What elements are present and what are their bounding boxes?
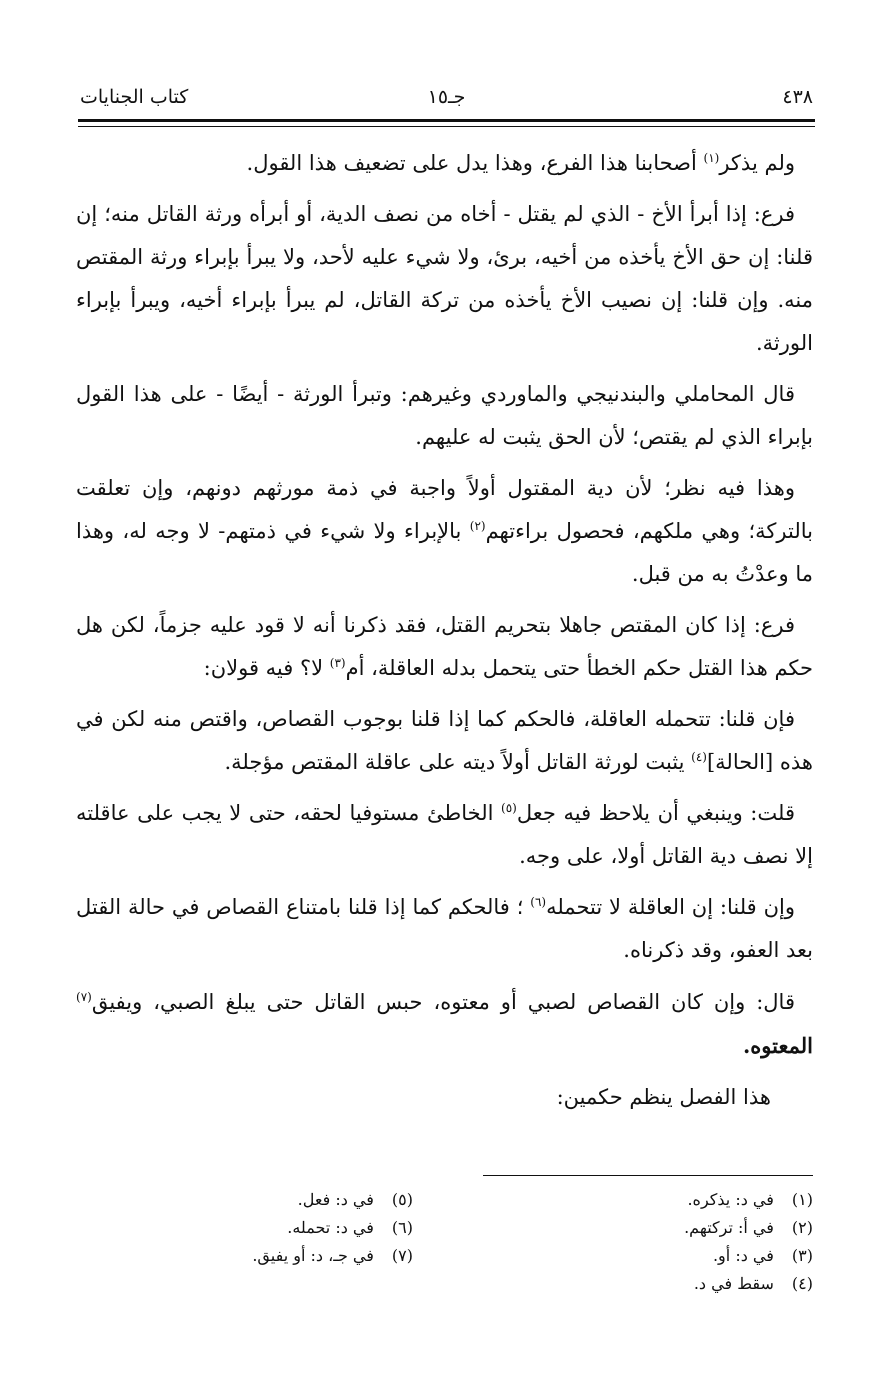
- footnote-number: (٣): [791, 1246, 813, 1265]
- footnote-number: (٧): [391, 1246, 413, 1265]
- text-run: يثبت لورثة القاتل أولاً ديته على عاقلة المقتص مؤجلة.: [224, 750, 692, 774]
- footnote-text: في جـ، د: أو يفيق.: [252, 1246, 374, 1265]
- paragraph-9: [76, 980, 813, 1068]
- header-rule-thin: [78, 126, 815, 127]
- paragraph-10: هذا الفصل ينظم حكمين:: [556, 1085, 771, 1109]
- text-run: لا؟ فيه قولان:: [203, 656, 330, 680]
- footnote-number: (٦): [391, 1218, 413, 1237]
- footnote-number: (٢): [791, 1218, 813, 1237]
- page-number: ٤٣٨: [782, 86, 813, 108]
- paragraph-3: قال المحاملي والبندنيجي والماوردي وغيرهم: وتبرأ الورثة - أيضًا - على هذا القول بإبراء الذي لم يقتص؛ لأن الحق يثبت له عليهم.: [76, 382, 813, 449]
- main-text: [76, 142, 813, 1127]
- paragraph-2: فرع: إذا أبرأ الأخ - الذي لم يقتل - أخاه من نصف الدية، أو أبرأه ورثة القاتل منه؛ إن قلنا: إن حق الأخ يأخذه من أخيه، برئ، ولا شيء عليه لأحد، ولا يبرأ بإبراء ورثة المقتص منه. وإن قلنا: إن نصيب الأخ يأخذه من تركة القاتل، لم يبرأ بإبراء أخيه، ويبرأ بإبراء الورثة.: [76, 202, 813, 355]
- footnote-rule: [483, 1175, 813, 1176]
- footnote-number: (٤): [791, 1274, 813, 1293]
- footnote-item: [83, 1242, 413, 1270]
- page-header: [80, 86, 813, 116]
- footnote-ref-7: (٧): [76, 990, 92, 1004]
- footnote-ref-6: (٦): [530, 895, 547, 909]
- footnote-item: [483, 1270, 813, 1298]
- footnote-ref-5: (٥): [501, 801, 517, 815]
- text-run-bold: المعتوه.: [742, 1033, 813, 1058]
- footnotes: [80, 1186, 813, 1316]
- text-run: فرع: إذا كان المقتص جاهلا بتحريم القتل، فقد ذكرنا أنه لا قود عليه جزماً، لكن هل حكم هذا القتل حكم الخطأ حتى يتحمل بدله العاقلة، أم: [76, 613, 813, 680]
- header-rule-thick: [78, 119, 815, 122]
- footnote-text: في د: تحمله.: [287, 1218, 374, 1237]
- footnote-ref-3: (٣): [329, 656, 346, 670]
- paragraph-5: [76, 604, 813, 690]
- footnote-ref-4: (٤): [691, 750, 707, 764]
- footnote-text: في د: أو.: [712, 1246, 774, 1265]
- text-run: وهذا فيه نظر؛ لأن دية المقتول أولاً واجبة في ذمة مورثهم دونهم، وإن تعلقت بالتركة؛ وهي ملكهم، فحصول براءتهم: [76, 476, 813, 543]
- text-run: ولم يذكر: [719, 151, 795, 175]
- footnote-item: [483, 1242, 813, 1270]
- text-run: الخاطئ مستوفيا لحقه، حتى لا يجب على عاقلته إلا نصف دية القاتل أولا، على وجه.: [76, 801, 813, 868]
- text-run: أصحابنا هذا الفرع، وهذا يدل على تضعيف هذا القول.: [246, 151, 704, 175]
- paragraph-8: [76, 886, 813, 972]
- paragraph-7: [76, 792, 813, 878]
- text-run: قلت: وينبغي أن يلاحظ فيه جعل: [516, 801, 795, 825]
- footnote-item: [483, 1186, 813, 1214]
- text-run: فإن قلنا: تتحمله العاقلة، فالحكم كما إذا قلنا بوجوب القصاص، واقتص منه لكن في هذه [الحالة]: [76, 707, 813, 774]
- text-run: قال: وإن كان القصاص لصبي أو معتوه، حبس القاتل حتى يبلغ الصبي، ويفيق: [91, 990, 795, 1014]
- footnote-text: في د: يذكره.: [687, 1190, 774, 1209]
- volume-label: جـ١٥: [427, 86, 466, 108]
- text-run: وإن قلنا: إن العاقلة لا تتحمله: [546, 895, 795, 919]
- footnote-item: [483, 1214, 813, 1242]
- footnote-ref-2: (٢): [469, 519, 486, 533]
- paragraph-1: [76, 142, 813, 185]
- footnote-number: (١): [791, 1190, 813, 1209]
- text-run: بالإبراء ولا شيء في ذمتهم- لا وجه له، وهذا ما وعدْتُ به من قبل.: [76, 519, 813, 586]
- footnotes-left-column: [83, 1186, 413, 1270]
- footnote-item: [83, 1214, 413, 1242]
- paragraph-6: [76, 698, 813, 784]
- footnote-text: في د: فعل.: [297, 1190, 374, 1209]
- paragraph-4: [76, 467, 813, 596]
- footnotes-right-column: [483, 1186, 813, 1298]
- footnote-item: [83, 1186, 413, 1214]
- book-title: كتاب الجنايات: [80, 86, 189, 108]
- footnote-number: (٥): [391, 1190, 413, 1209]
- footnote-text: سقط في د.: [693, 1274, 774, 1293]
- text-run: ؛ فالحكم كما إذا قلنا بامتناع القصاص في حالة القتل بعد العفو، وقد ذكرناه.: [76, 895, 813, 962]
- footnote-text: في أ: تركتهم.: [684, 1218, 774, 1237]
- footnote-ref-1: (١): [703, 151, 720, 165]
